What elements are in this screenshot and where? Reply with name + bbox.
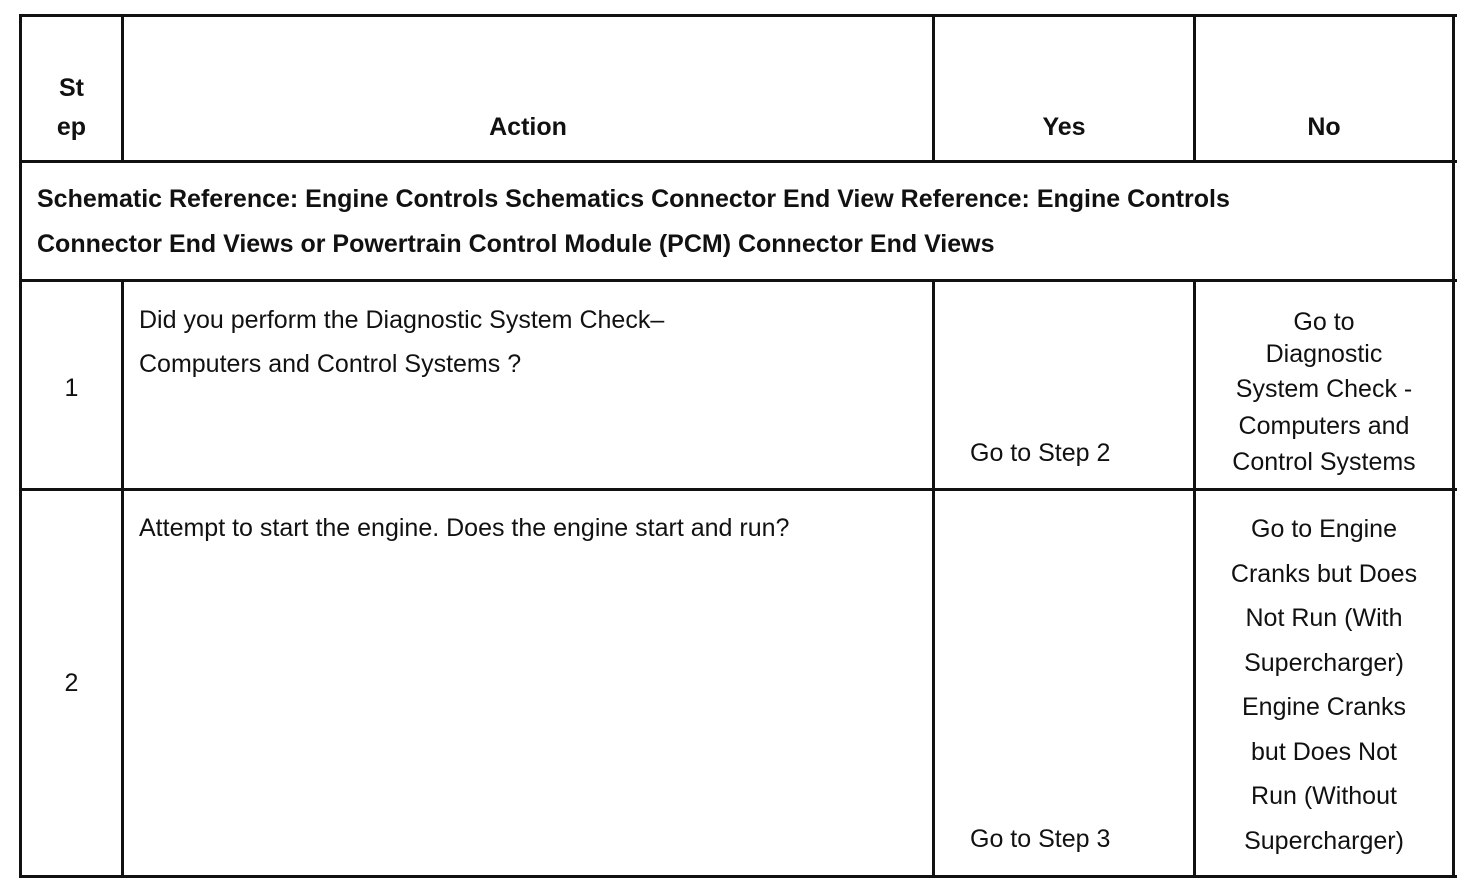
step-2-action: [139, 516, 919, 541]
step-1-yes: Go to Step 2: [970, 439, 1111, 467]
action-column-divider-header: [932, 14, 935, 163]
action-column-divider-body: [932, 279, 935, 878]
table-left-border: [19, 14, 22, 878]
step-1-action-line2: Computers and Control Systems ?: [139, 350, 522, 378]
yes-column-divider-header: [1193, 14, 1196, 163]
step-header-line2: ep: [56, 113, 87, 141]
reference-bottom-border: [19, 279, 1457, 282]
step-1-action: [139, 308, 919, 377]
step-header: [22, 76, 121, 140]
table-right-border-header: [1452, 14, 1455, 163]
step-column-divider-header: [121, 14, 124, 163]
step-2-number: 2: [64, 669, 79, 697]
table-top-border: [19, 14, 1457, 17]
step-column-divider-body: [121, 279, 124, 878]
step-2-no-line5: Engine Cranks: [1242, 693, 1406, 721]
step-2-no-line7: Run (Without: [1251, 782, 1397, 810]
table-right-border-reference: [1452, 160, 1455, 282]
step-2-no-line1: Go to Engine: [1251, 515, 1397, 543]
step-1-no-line4: Computers and: [1238, 411, 1410, 440]
step-2-no-line8: Supercharger): [1244, 826, 1404, 855]
header-bottom-border: [19, 160, 1457, 163]
step-header-line1: St: [59, 74, 84, 102]
no-header: No: [1307, 113, 1341, 141]
step-2-no-line3: Not Run (With: [1245, 604, 1403, 632]
step-2-action-line1: Attempt to start the engine. Does the engine start and run?: [139, 514, 790, 542]
step-1-number: 1: [64, 374, 79, 402]
step-1-no: [1196, 308, 1452, 481]
action-header: Action: [489, 113, 567, 141]
step-1-no-line3: System Check -: [1235, 375, 1413, 403]
reference-text: [37, 187, 1447, 257]
yes-header: Yes: [1042, 113, 1086, 141]
reference-line1: Schematic Reference: Engine Controls Schematics Connector End View Reference: Engine Controls: [37, 185, 1230, 213]
step-1-no-line5: Control Systems: [1232, 448, 1416, 476]
table-right-border-body: [1452, 279, 1455, 878]
step-2-no: [1196, 507, 1452, 863]
table-bottom-border: [19, 875, 1457, 878]
step-2-no-line4: Supercharger): [1244, 648, 1404, 677]
step-2-yes: Go to Step 3: [970, 825, 1111, 853]
step-1-no-line1: Go to: [1293, 308, 1355, 336]
step-1-no-line2: Diagnostic: [1265, 340, 1383, 368]
reference-line2: Connector End Views or Powertrain Control Module (PCM) Connector End Views: [37, 230, 995, 258]
step-1-action-line1: Did you perform the Diagnostic System Check–: [139, 306, 665, 334]
step-2-no-line2: Cranks but Does: [1230, 559, 1418, 588]
step-2-no-line6: but Does Not: [1251, 737, 1397, 766]
row1-bottom-border: [19, 488, 1457, 491]
